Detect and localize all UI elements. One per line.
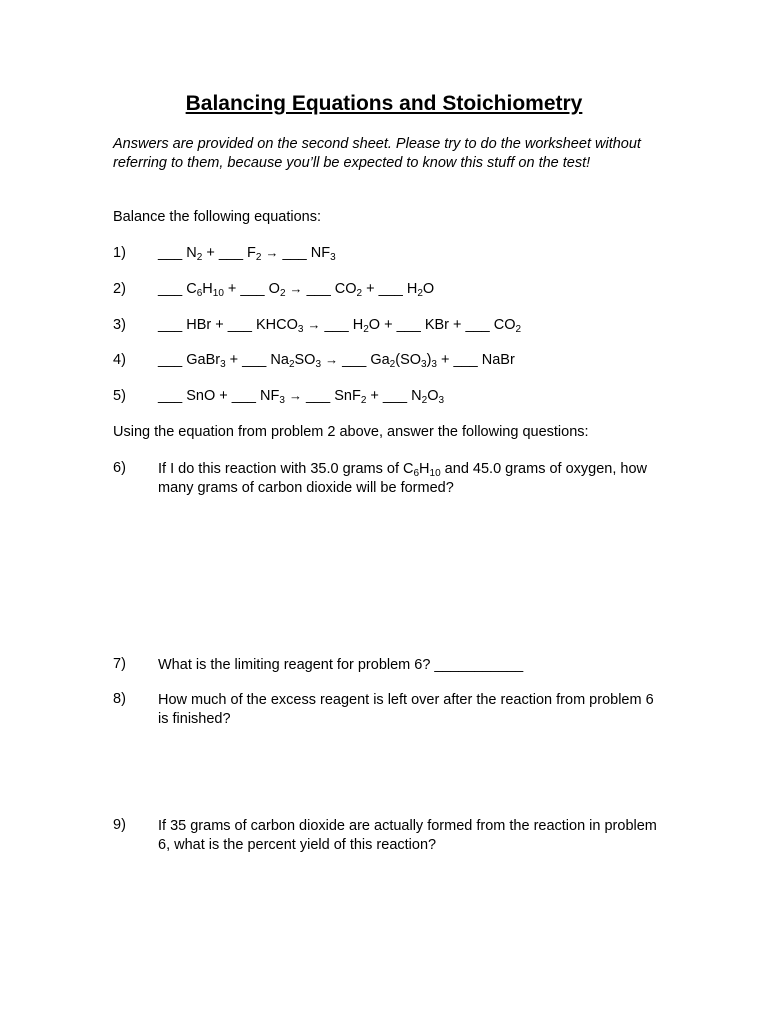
blank: ___	[218, 245, 244, 261]
question-8-text: How much of the excess reagent is left over after the reaction from problem 6 is finished?	[158, 692, 654, 727]
intro-note: Answers are provided on the second sheet. Please try to do the worksheet without referring to them, because you’ll be expected to know this stuff on the test!	[113, 136, 641, 171]
worksheet-title: Balancing Equations and Stoichiometry	[185, 92, 583, 115]
question-7-number: 7)	[113, 656, 126, 672]
blank: ___	[342, 352, 367, 368]
blank: ___	[305, 388, 331, 404]
equation-3-number: 3)	[113, 317, 126, 333]
reaction-arrow-icon: →	[325, 352, 339, 367]
blank: ___	[158, 281, 183, 297]
blank: ___	[324, 317, 349, 333]
question-6-number: 6)	[113, 460, 126, 476]
reaction-arrow-icon: →	[307, 317, 321, 332]
equation-2-number: 2)	[113, 281, 126, 297]
question-7-text: What is the limiting reagent for problem 6? ___________	[158, 657, 524, 673]
equation-2: ___ $C_6H_{10}$ + ___ $O_2$ → ___ $CO_2$ + ___ $H_2O$	[158, 281, 435, 299]
equation-4: ___ GaBr$_3$ + ___ $Na_2SO_3$ → ___ $Ga_2(SO_3)_3$ + ___ NaBr	[158, 352, 515, 370]
equation-5: ___ SnO + ___ $NF_3$ → ___ SnF$_2$ + ___ $N_2O_3$	[158, 388, 445, 406]
blank: ___	[465, 317, 490, 333]
equation-3: ___ HBr + ___ $KHCO_3$ → ___ $H_2O$ + ___ KBr + ___ $CO_2$	[158, 317, 522, 335]
blank: ___	[158, 352, 183, 368]
blank: ___	[306, 281, 331, 297]
blank: ___	[240, 281, 265, 297]
reaction-arrow-icon: →	[288, 388, 302, 403]
reaction-arrow-icon: →	[289, 281, 303, 296]
question-8-number: 8)	[113, 691, 126, 707]
question-9-text: If 35 grams of carbon dioxide are actually formed from the reaction in problem 6, what is the percent yield of this reaction?	[158, 818, 657, 853]
blank: ___	[227, 317, 252, 333]
question-9-number: 9)	[113, 817, 126, 833]
blank: ___	[158, 245, 183, 261]
blank: ___	[158, 317, 183, 333]
blank: ___	[242, 352, 267, 368]
blank: ___	[378, 281, 403, 297]
blank: ___	[453, 352, 478, 368]
equation-4-number: 4)	[113, 352, 126, 368]
blank: ___	[158, 388, 183, 404]
question-6-text: If I do this reaction with 35.0 grams of $C_6H_{10}$ and 45.0 grams of oxygen, how many grams of carbon dioxide will be formed?	[158, 461, 648, 496]
equation-1: ___ $N_2$ + ___ $F_2$ → ___ $NF_3$	[158, 245, 336, 263]
equation-5-number: 5)	[113, 388, 126, 404]
balance-heading: Balance the following equations:	[113, 209, 321, 225]
blank: ___	[382, 388, 408, 404]
blank: ___	[231, 388, 256, 404]
blank: ___	[396, 317, 421, 333]
equation-1-number: 1)	[113, 245, 126, 261]
blank: ___	[282, 245, 307, 261]
using-heading: Using the equation from problem 2 above, answer the following questions:	[113, 424, 589, 440]
reaction-arrow-icon: →	[265, 245, 279, 260]
